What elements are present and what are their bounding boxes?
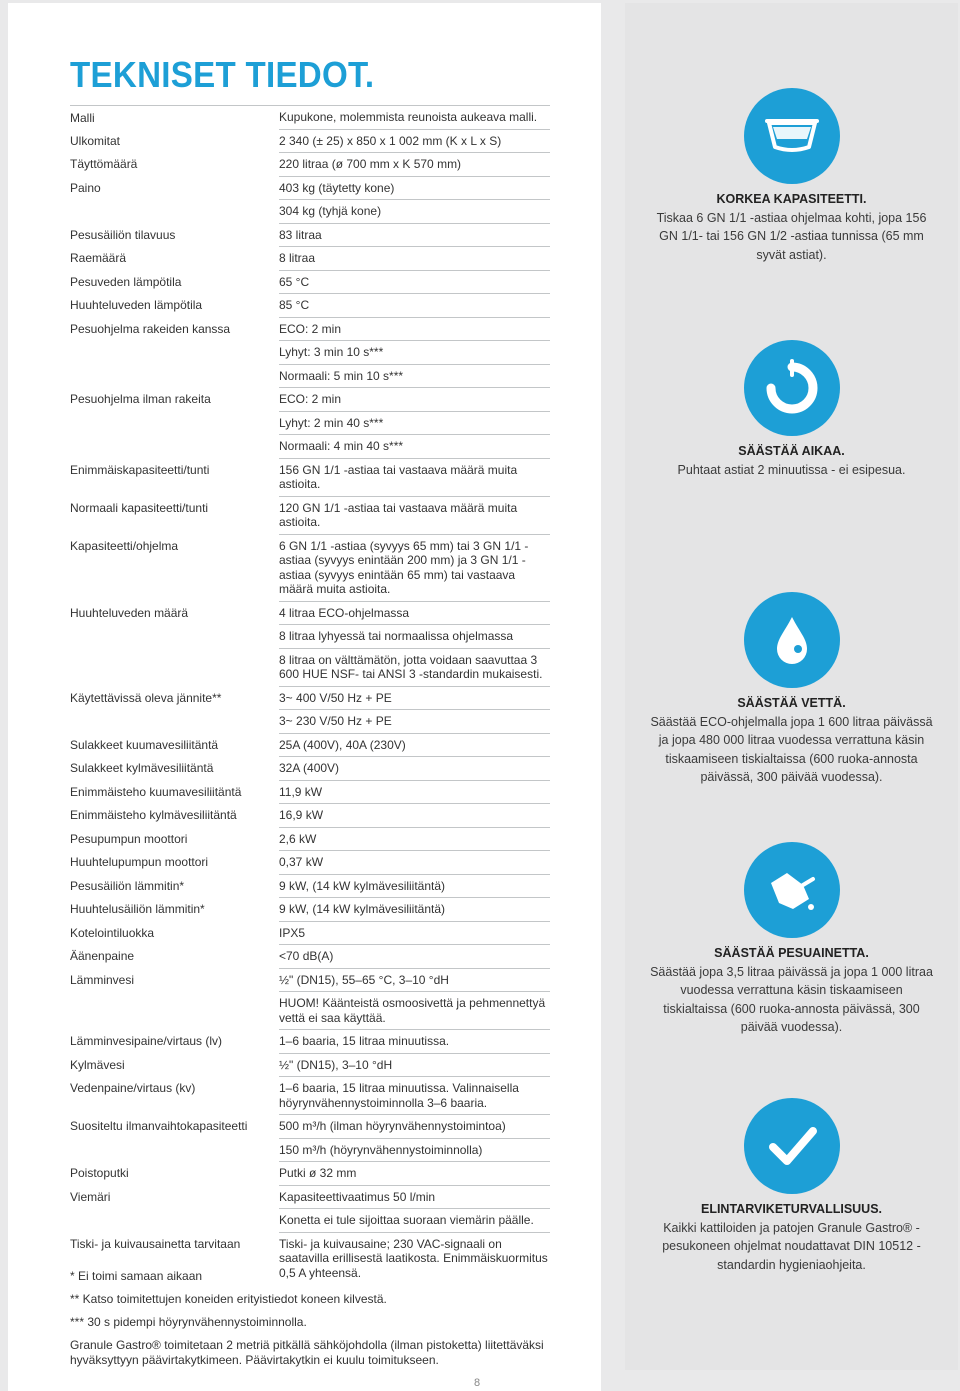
spec-row <box>70 1029 550 1053</box>
spec-row <box>70 105 550 129</box>
spec-label: Ulkomitat <box>70 133 121 148</box>
spec-label: Enimmäisteho kuumavesiliitäntä <box>70 784 242 799</box>
spec-row <box>70 944 550 968</box>
spec-value: 6 GN 1/1 -astiaa (syvyys 65 mm) tai 3 GN 1/1 -astiaa (syvyys enintään 200 mm) ja 3 GN 1/1 -astiaa (syvyys enintään 65 mm) tai vastaava määrä muita astioita. <box>279 534 550 601</box>
detergent-bottle-icon <box>744 842 840 938</box>
spec-value: 220 litraa (ø 700 mm x K 570 mm) <box>279 152 550 176</box>
page-title: TEKNISET TIEDOT. <box>70 54 375 95</box>
spec-value: 3~ 400 V/50 Hz + PE <box>279 686 550 710</box>
feature-title: SÄÄSTÄÄ AIKAA. <box>738 444 845 458</box>
feature-text: Tiskaa 6 GN 1/1 -astiaa ohjelmaa kohti, jopa 156 GN 1/1- tai 156 GN 1/2 -astiaa tunnissa (65 mm syvät astiat). <box>656 210 927 262</box>
spec-value: 8 litraa on välttämätön, jotta voidaan saavuttaa 3 600 HUE NSF- tai ANSI 3 -standardin mukaisesti. <box>279 648 550 686</box>
spec-value: 85 °C <box>279 293 550 317</box>
spec-value: Normaali: 5 min 10 s*** <box>279 364 550 388</box>
spec-row <box>70 803 550 827</box>
spec-value: 0,37 kW <box>279 850 550 874</box>
spec-label: Vedenpaine/virtaus (kv) <box>70 1081 196 1095</box>
feature-title: SÄÄSTÄÄ VETTÄ. <box>737 696 846 710</box>
spec-row <box>70 496 550 534</box>
spec-label: Enimmäiskapasiteetti/tunti <box>70 462 210 477</box>
spec-row <box>70 387 550 458</box>
feature-detergent <box>648 842 935 1037</box>
spec-row <box>70 733 550 757</box>
spec-value: ½" (DN15), 3–10 °dH <box>279 1053 550 1077</box>
spec-label: Kapasiteetti/ohjelma <box>70 538 179 553</box>
spec-row <box>70 827 550 851</box>
spec-value: 1–6 baaria, 15 litraa minuutissa. <box>279 1029 550 1053</box>
tray-icon <box>744 88 840 184</box>
feature-title: ELINTARVIKETURVALLISUUS. <box>700 1202 883 1216</box>
spec-value: 25A (400V), 40A (230V) <box>279 733 550 757</box>
spec-value: Tiski- ja kuivausaine; 230 VAC-signaali on saatavilla erillisestä laatikosta. Enimmäiskuormitus 0,5 A yhteensä. <box>279 1232 550 1285</box>
spec-row <box>70 458 550 496</box>
spec-label: Täyttömäärä <box>70 157 138 171</box>
spec-label: Viemäri <box>70 1189 111 1204</box>
spec-value: 120 GN 1/1 -astiaa tai vastaava määrä muita astioita. <box>279 496 550 534</box>
feature-title: SÄÄSTÄÄ PESUAINETTA. <box>714 946 869 960</box>
spec-row <box>70 1053 550 1077</box>
spec-row <box>70 780 550 804</box>
spec-value: 4 litraa ECO-ohjelmassa <box>279 601 550 625</box>
spec-value: ECO: 2 min <box>279 387 550 411</box>
spec-value: 1–6 baaria, 15 litraa minuutissa. Valinnaisella höyrynvähennystoiminnolla 3–6 baaria. <box>279 1076 550 1114</box>
spec-value: 9 kW, (14 kW kylmävesiliitäntä) <box>279 897 550 921</box>
spec-row <box>70 850 550 874</box>
spec-value: 156 GN 1/1 -astiaa tai vastaava määrä muita astioita. <box>279 458 550 496</box>
page-number: 8 <box>474 1377 481 1389</box>
spec-label: Huuhtelusäiliön lämmitin* <box>70 902 205 916</box>
spec-value: 83 litraa <box>279 223 550 247</box>
spec-value: Putki ø 32 mm <box>279 1161 550 1185</box>
spec-row <box>70 1185 550 1232</box>
spec-value: Lyhyt: 2 min 40 s*** <box>279 411 550 435</box>
spec-value: Kupukone, molemmista reunoista aukeava malli. <box>279 105 550 129</box>
spec-value: Lyhyt: 3 min 10 s*** <box>279 340 550 364</box>
spec-row <box>70 176 550 223</box>
spec-row <box>70 1076 550 1114</box>
spec-label: Kylmävesi <box>70 1057 125 1072</box>
spec-row <box>70 223 550 247</box>
spec-value: IPX5 <box>279 921 550 945</box>
clock-icon <box>744 340 840 436</box>
footnote: Granule Gastro® toimitetaan 2 metriä pitkällä sähköjohdolla (ilman pistoketta) liitettäväksi hyväksyttyyn päävirtakytkimeen. Päävirtakytkin ei kuulu toimitukseen. <box>70 1338 544 1367</box>
spec-label: Käytettävissä oleva jännite** <box>70 690 222 705</box>
footnotes <box>70 1269 550 1376</box>
spec-label: Lämminvesipaine/virtaus (lv) <box>70 1034 223 1048</box>
spec-label: Huuhteluveden määrä <box>70 605 189 620</box>
spec-value: Normaali: 4 min 40 s*** <box>279 434 550 458</box>
spec-row <box>70 921 550 945</box>
feature-capacity <box>648 88 935 264</box>
spec-row <box>70 686 550 733</box>
spec-row <box>70 317 550 388</box>
spec-value: 16,9 kW <box>279 803 550 827</box>
spec-row <box>70 601 550 686</box>
checkmark-icon <box>744 1098 840 1194</box>
spec-label: Kotelointiluokka <box>70 925 155 940</box>
spec-value: 304 kg (tyhjä kone) <box>279 199 550 223</box>
spec-label: Pesupumpun moottori <box>70 831 188 846</box>
spec-value: 2,6 kW <box>279 827 550 851</box>
spec-table <box>70 105 550 1284</box>
spec-label: Lämminvesi <box>70 972 135 987</box>
spec-label: Normaali kapasiteetti/tunti <box>70 500 209 515</box>
spec-value: 11,9 kW <box>279 780 550 804</box>
spec-value: 403 kg (täytetty kone) <box>279 176 550 200</box>
spec-label: Enimmäisteho kylmävesiliitäntä <box>70 808 237 822</box>
spec-row <box>70 756 550 780</box>
spec-value: 65 °C <box>279 270 550 294</box>
spec-label: Äänenpaine <box>70 949 135 963</box>
spec-row <box>70 152 550 176</box>
spec-value: <70 dB(A) <box>279 944 550 968</box>
spec-label: Pesusäiliön tilavuus <box>70 227 176 242</box>
spec-value: 2 340 (± 25) x 850 x 1 002 mm (K x L x S) <box>279 129 550 153</box>
spec-label: Sulakkeet kylmävesiliitäntä <box>70 761 214 775</box>
spec-value: Kapasiteettivaatimus 50 l/min <box>279 1185 550 1209</box>
spec-value: 8 litraa lyhyessä tai normaalissa ohjelmassa <box>279 624 550 648</box>
spec-label: Raemäärä <box>70 251 127 265</box>
spec-label: Malli <box>70 105 279 129</box>
spec-label: Pesusäiliön lämmitin* <box>70 878 185 893</box>
spec-row <box>70 293 550 317</box>
spec-label: Huuhteluveden lämpötila <box>70 298 203 312</box>
spec-label: Poistoputki <box>70 1166 129 1180</box>
spec-value: 3~ 230 V/50 Hz + PE <box>279 709 550 733</box>
spec-value: 8 litraa <box>279 246 550 270</box>
feature-time <box>648 340 935 479</box>
feature-text: Puhtaat astiat 2 minuutissa - ei esipesua. <box>677 462 906 477</box>
footnote: ** Katso toimitettujen koneiden erityistiedot koneen kilvestä. <box>70 1292 387 1306</box>
feature-title: KORKEA KAPASITEETTI. <box>716 192 867 206</box>
spec-value: 32A (400V) <box>279 756 550 780</box>
spec-row <box>70 270 550 294</box>
spec-row <box>70 874 550 898</box>
spec-value: ½" (DN15), 55–65 °C, 3–10 °dH <box>279 968 550 992</box>
feature-text: Säästää jopa 3,5 litraa päivässä ja jopa 1 000 litraa vuodessa verrattuna käsin tiskaamiseen tiskialtaissa (600 ruoka-annosta päivässä, 300 päivää vuodessa). <box>650 964 933 1034</box>
spec-value: ECO: 2 min <box>279 317 550 341</box>
spec-row <box>70 246 550 270</box>
spec-label: Sulakkeet kuumavesiliitäntä <box>70 737 219 752</box>
spec-row <box>70 1114 550 1161</box>
spec-row <box>70 129 550 153</box>
spec-row <box>70 968 550 1030</box>
spec-label: Pesuveden lämpötila <box>70 274 182 289</box>
spec-row <box>70 534 550 601</box>
spec-row <box>70 1161 550 1185</box>
spec-label: Paino <box>70 180 101 195</box>
feature-water <box>648 592 935 787</box>
feature-food-safety <box>648 1098 935 1274</box>
spec-value: 9 kW, (14 kW kylmävesiliitäntä) <box>279 874 550 898</box>
spec-value: Konetta ei tule sijoittaa suoraan viemärin päälle. <box>279 1208 550 1232</box>
spec-label: Pesuohjelma rakeiden kanssa <box>70 321 231 336</box>
footnote: *** 30 s pidempi höyrynvähennystoiminnolla. <box>70 1315 307 1329</box>
spec-value: HUOM! Käänteistä osmoosivettä ja pehmennettyä vettä ei saa käyttää. <box>279 991 550 1029</box>
spec-label: Huuhtelupumpun moottori <box>70 855 209 869</box>
spec-value: 150 m³/h (höyrynvähennystoiminnolla) <box>279 1138 550 1162</box>
spec-label: Tiski- ja kuivausainetta tarvitaan <box>70 1236 241 1251</box>
footnote: * Ei toimi samaan aikaan <box>70 1269 203 1283</box>
spec-label: Pesuohjelma ilman rakeita <box>70 392 211 406</box>
feature-text: Säästää ECO-ohjelmalla jopa 1 600 litraa päivässä ja jopa 480 000 litraa vuodessa verrattuna käsin tiskaamiseen tiskialtaissa (600 ruoka-annosta päivässä, 300 päivää vuodessa). <box>650 714 933 784</box>
spec-row <box>70 897 550 921</box>
feature-text: Kaikki kattiloiden ja patojen Granule Gastro® -pesukoneen ohjelmat noudattavat DIN 10512 -standardin hygieniaohjeita. <box>662 1220 921 1272</box>
spec-label: Suositeltu ilmanvaihtokapasiteetti <box>70 1119 248 1133</box>
water-drop-icon <box>744 592 840 688</box>
spec-value: 500 m³/h (ilman höyrynvähennystoimintoa) <box>279 1114 550 1138</box>
